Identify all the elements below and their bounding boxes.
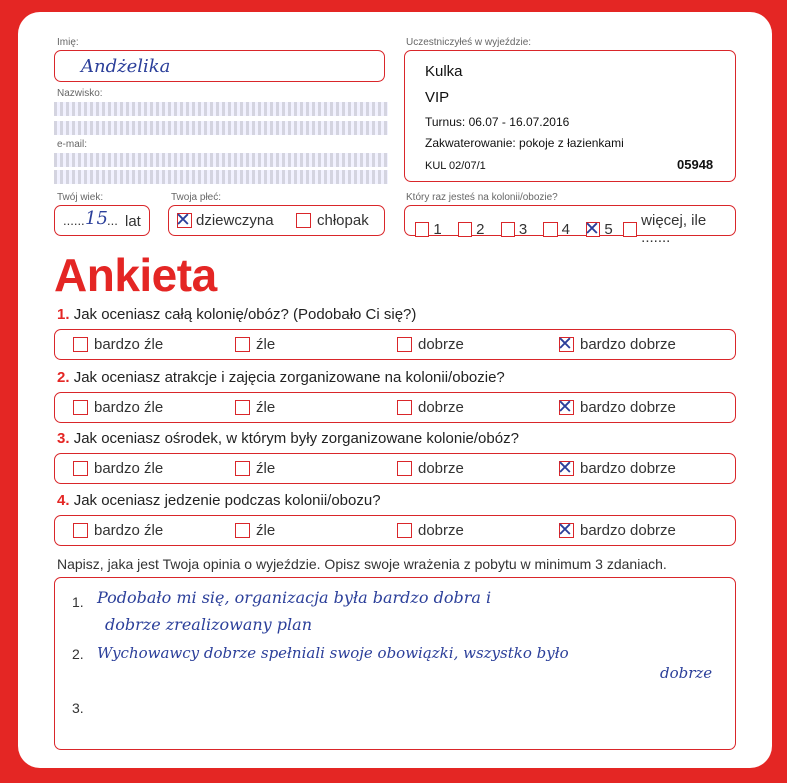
answer-label: bardzo źle xyxy=(94,399,164,416)
answer-option[interactable] xyxy=(73,522,163,539)
times-label: Który raz jesteś na kolonii/obozie? xyxy=(406,192,558,203)
question-4 xyxy=(57,492,381,509)
email-label: e-mail: xyxy=(57,139,88,150)
trip-name: Kulka xyxy=(425,63,463,80)
answer-label: bardzo dobrze xyxy=(580,460,676,477)
answer-option[interactable] xyxy=(73,399,163,416)
opinion-answer-2b: dobrze xyxy=(660,664,713,682)
question-1 xyxy=(57,306,416,323)
trip-type: VIP xyxy=(425,89,450,106)
answer-option[interactable] xyxy=(235,522,275,539)
answer-option[interactable] xyxy=(557,396,676,418)
age-unit: lat xyxy=(125,213,141,230)
times-5-checkbox[interactable]: ✕ xyxy=(584,217,600,240)
question-number: 2. xyxy=(57,369,70,386)
age-dots: ...... xyxy=(63,213,85,228)
answer-option[interactable] xyxy=(73,460,163,477)
age-field[interactable] xyxy=(54,205,150,236)
times-2-checkbox[interactable] xyxy=(458,222,472,237)
answer-label: dobrze xyxy=(418,399,464,416)
gender-girl-option[interactable] xyxy=(175,209,274,231)
answer-checkbox[interactable]: ✕ xyxy=(557,396,573,418)
question-4-answers xyxy=(54,515,736,546)
answer-checkbox[interactable] xyxy=(397,461,412,476)
answer-label: źle xyxy=(256,336,276,353)
answer-label: źle xyxy=(256,399,276,416)
answer-option[interactable] xyxy=(557,333,676,355)
gender-boy-option[interactable] xyxy=(296,212,369,229)
opinion-answer-1a: Podobało mi się, organizacja była bardzo dobra i xyxy=(97,588,492,607)
answer-option[interactable] xyxy=(73,336,163,353)
opinion-prompt: Napisz, jaka jest Twoja opinia o wyjeździe. Opisz swoje wrażenia z pobytu w minimum 3 zdaniach. xyxy=(57,556,667,572)
answer-label: bardzo dobrze xyxy=(580,399,676,416)
answer-option[interactable] xyxy=(235,336,275,353)
question-text: Jak oceniasz ośrodek, w którym były zorganizowane kolonie/obóz? xyxy=(73,430,519,447)
answer-checkbox[interactable] xyxy=(397,400,412,415)
name-field[interactable] xyxy=(54,50,385,82)
answer-checkbox[interactable] xyxy=(397,337,412,352)
times-4-label: 4 xyxy=(561,220,570,238)
trip-code: KUL 02/07/1 xyxy=(425,160,486,172)
trip-turnus: Turnus: 06.07 - 16.07.2016 xyxy=(425,115,570,129)
answer-label: dobrze xyxy=(418,460,464,477)
answer-checkbox[interactable] xyxy=(73,523,88,538)
answer-label: źle xyxy=(256,522,276,539)
question-3-answers xyxy=(54,453,736,484)
gender-label: Twoja płeć: xyxy=(171,192,222,203)
trip-box xyxy=(404,50,736,182)
answer-label: bardzo dobrze xyxy=(580,522,676,539)
question-text: Jak oceniasz atrakcje i zajęcia zorganizowane na kolonii/obozie? xyxy=(73,369,505,386)
answer-option[interactable] xyxy=(235,460,275,477)
question-text: Jak oceniasz całą kolonię/obóz? (Podobało Ci się?) xyxy=(73,306,417,323)
answer-checkbox[interactable] xyxy=(235,337,250,352)
answer-label: dobrze xyxy=(418,336,464,353)
answer-checkbox[interactable] xyxy=(73,337,88,352)
answer-label: bardzo źle xyxy=(94,336,164,353)
opinion-answer-1b: dobrze zrealizowany plan xyxy=(105,615,312,634)
trip-accommodation: Zakwaterowanie: pokoje z łazienkami xyxy=(425,136,624,150)
answer-option[interactable] xyxy=(557,519,676,541)
times-4-checkbox[interactable] xyxy=(543,222,557,237)
opinion-answer-2a: Wychowawcy dobrze spełniali swoje obowiązki, wszystko było xyxy=(97,644,569,662)
answer-label: bardzo dobrze xyxy=(580,336,676,353)
question-number: 1. xyxy=(57,306,70,323)
question-2-answers xyxy=(54,392,736,423)
answer-checkbox[interactable] xyxy=(397,523,412,538)
answer-checkbox[interactable] xyxy=(73,400,88,415)
answer-checkbox[interactable]: ✕ xyxy=(557,333,573,355)
times-field xyxy=(404,205,736,246)
answer-option[interactable] xyxy=(235,399,275,416)
opinion-line-2-number: 2. xyxy=(72,646,84,662)
times-more-checkbox[interactable] xyxy=(623,222,637,237)
gender-boy-label: chłopak xyxy=(317,212,369,229)
trip-number: 05948 xyxy=(677,157,714,172)
gender-girl-checkbox[interactable]: ✕ xyxy=(175,209,191,231)
name-label: Imię: xyxy=(57,37,79,48)
name-value: Andżelika xyxy=(81,56,171,77)
answer-option[interactable] xyxy=(397,522,464,539)
answer-checkbox[interactable] xyxy=(235,461,250,476)
gender-girl-label: dziewczyna xyxy=(196,212,274,229)
answer-label: bardzo źle xyxy=(94,460,164,477)
gender-boy-checkbox[interactable] xyxy=(296,213,311,228)
answer-checkbox[interactable]: ✕ xyxy=(557,519,573,541)
page-title: Ankieta xyxy=(54,249,217,301)
times-more-label: więcej, ile ....... xyxy=(641,212,707,246)
times-3-checkbox[interactable] xyxy=(501,222,515,237)
answer-label: dobrze xyxy=(418,522,464,539)
question-text: Jak oceniasz jedzenie podczas kolonii/obozu? xyxy=(73,492,381,509)
answer-label: bardzo źle xyxy=(94,522,164,539)
opinion-line-3-number: 3. xyxy=(72,700,84,716)
gender-field xyxy=(168,205,385,236)
times-3-label: 3 xyxy=(518,220,528,238)
surname-label: Nazwisko: xyxy=(57,88,103,99)
age-dots-2: ... xyxy=(107,213,118,228)
surname-redacted-2 xyxy=(54,121,388,135)
question-number: 3. xyxy=(57,430,70,447)
age-value: 15 xyxy=(85,208,108,229)
answer-label: źle xyxy=(256,460,276,477)
question-1-answers xyxy=(54,329,736,360)
answer-checkbox[interactable] xyxy=(73,461,88,476)
answer-option[interactable] xyxy=(397,336,464,353)
question-2 xyxy=(57,369,505,386)
answer-checkbox[interactable] xyxy=(235,523,250,538)
answer-checkbox[interactable] xyxy=(235,400,250,415)
age-label: Twój wiek: xyxy=(57,192,104,203)
question-number: 4. xyxy=(57,492,70,509)
answer-option[interactable] xyxy=(397,399,464,416)
times-2-label: 2 xyxy=(476,220,485,238)
times-1-checkbox[interactable] xyxy=(415,222,429,237)
opinion-line-1-number: 1. xyxy=(72,594,84,610)
times-options xyxy=(415,212,735,246)
email-redacted xyxy=(54,153,388,167)
email-redacted-2 xyxy=(54,170,388,184)
answer-option[interactable] xyxy=(397,460,464,477)
participant-label: Uczestniczyłeś w wyjeździe: xyxy=(406,37,532,48)
times-1-label: 1 xyxy=(433,220,442,238)
answer-option[interactable] xyxy=(557,457,676,479)
question-3 xyxy=(57,430,519,447)
times-5-label: 5 xyxy=(604,220,613,238)
surname-redacted xyxy=(54,102,388,116)
answer-checkbox[interactable]: ✕ xyxy=(557,457,573,479)
